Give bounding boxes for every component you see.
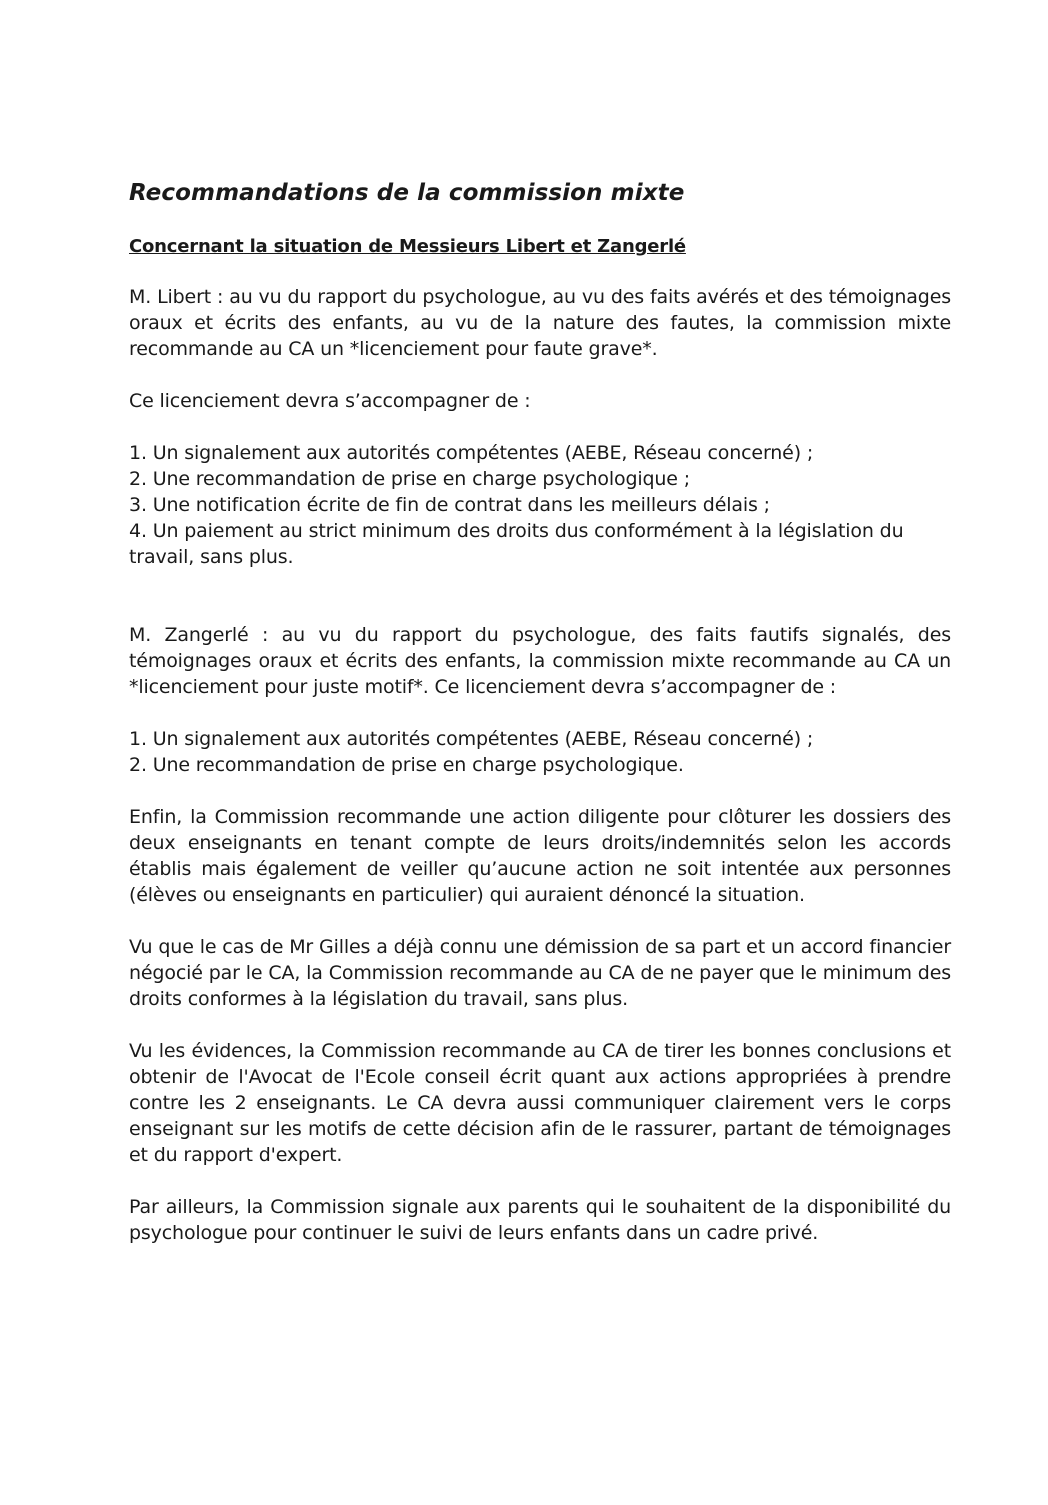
list-item: 2. Une recommandation de prise en charge psychologique.	[129, 754, 684, 776]
zangerle-list	[129, 726, 951, 778]
list-item: 2. Une recommandation de prise en charge psychologique ;	[129, 468, 690, 490]
zangerle-paragraph: M. Zangerlé : au vu du rapport du psychologue, des faits fautifs signalés, des témoignages oraux et écrits des enfants, la commission mixte recommande au CA un *licenciement pour juste motif*. Ce licenciement devra s’accompagner de :	[129, 624, 951, 698]
libert-list	[129, 440, 951, 570]
gilles-paragraph: Vu que le cas de Mr Gilles a déjà connu une démission de sa part et un accord financier négocié par le CA, la Commission recommande au CA de ne payer que le minimum des droits conformes à la législation du travail, sans plus.	[129, 936, 951, 1010]
list-item: 1. Un signalement aux autorités compétentes (AEBE, Réseau concerné) ;	[129, 728, 814, 750]
list-item: 3. Une notification écrite de fin de contrat dans les meilleurs délais ;	[129, 494, 770, 516]
list-item: 1. Un signalement aux autorités compétentes (AEBE, Réseau concerné) ;	[129, 442, 814, 464]
evidences-paragraph: Vu les évidences, la Commission recommande au CA de tirer les bonnes conclusions et obtenir de l'Avocat de l'Ecole conseil écrit quant aux actions appropriées à prendre contre les 2 enseignants. Le CA devra aussi communiquer clairement vers le corps enseignant sur les motifs de cette décision afin de le rassurer, partant de témoignages et du rapport d'expert.	[129, 1040, 951, 1166]
document-page	[129, 178, 951, 1246]
parents-paragraph: Par ailleurs, la Commission signale aux parents qui le souhaitent de la disponibilité du psychologue pour continuer le suivi de leurs enfants dans un cadre privé.	[129, 1196, 951, 1244]
document-subtitle: Concernant la situation de Messieurs Libert et Zangerlé	[129, 236, 686, 257]
enfin-paragraph: Enfin, la Commission recommande une action diligente pour clôturer les dossiers des deux enseignants en tenant compte de leurs droits/indemnités selon les accords établis mais également de veiller qu’aucune action ne soit intentée aux personnes (élèves ou enseignants en particulier) qui auraient dénoncé la situation.	[129, 806, 951, 906]
libert-paragraph: M. Libert : au vu du rapport du psychologue, au vu des faits avérés et des témoignages oraux et écrits des enfants, au vu de la nature des fautes, la commission mixte recommande au CA un *licenciement pour faute grave*.	[129, 286, 951, 360]
document-title: Recommandations de la commission mixte	[129, 180, 685, 206]
list-item: 4. Un paiement au strict minimum des droits dus conformément à la législation du travail, sans plus.	[129, 520, 904, 568]
libert-intro: Ce licenciement devra s’accompagner de :	[129, 390, 531, 412]
